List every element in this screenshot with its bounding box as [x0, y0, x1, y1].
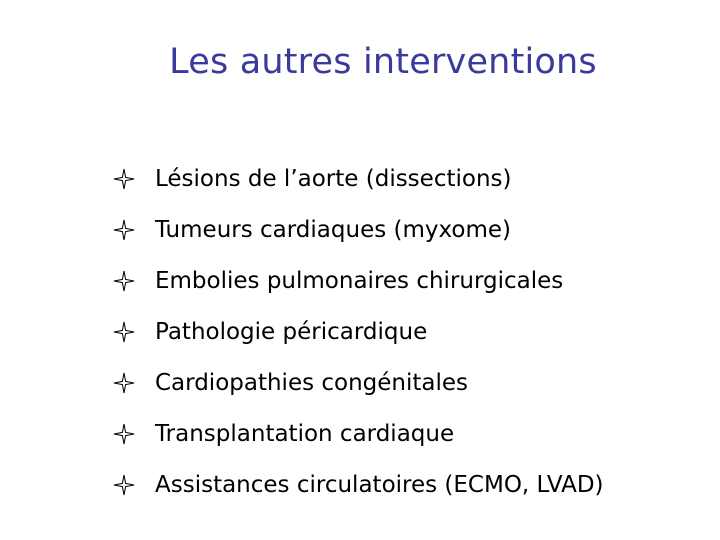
- bullet-text: Lésions de l’aorte (dissections): [155, 165, 512, 192]
- bullet-item: [113, 306, 604, 357]
- bullet-text: Pathologie péricardique: [155, 318, 428, 345]
- bullet-text: Assistances circulatoires (ECMO, LVAD): [155, 471, 604, 498]
- bullet-text: Tumeurs cardiaques (myxome): [155, 216, 512, 243]
- four-point-star-icon: [113, 321, 135, 343]
- bullet-list: [113, 153, 604, 510]
- four-point-star-icon: [113, 372, 135, 394]
- four-point-star-icon: [113, 270, 135, 292]
- four-point-star-icon: [113, 423, 135, 445]
- four-point-star-icon: [113, 168, 135, 190]
- bullet-item: [113, 204, 604, 255]
- bullet-text: Transplantation cardiaque: [155, 420, 455, 447]
- bullet-item: [113, 357, 604, 408]
- four-point-star-icon: [113, 474, 135, 496]
- four-point-star-icon: [113, 219, 135, 241]
- bullet-item: [113, 153, 604, 204]
- bullet-item: [113, 255, 604, 306]
- bullet-item: [113, 459, 604, 510]
- bullet-text: Cardiopathies congénitales: [155, 369, 469, 396]
- slide-title: Les autres interventions: [169, 42, 597, 82]
- bullet-item: [113, 408, 604, 459]
- bullet-text: Embolies pulmonaires chirurgicales: [155, 267, 564, 294]
